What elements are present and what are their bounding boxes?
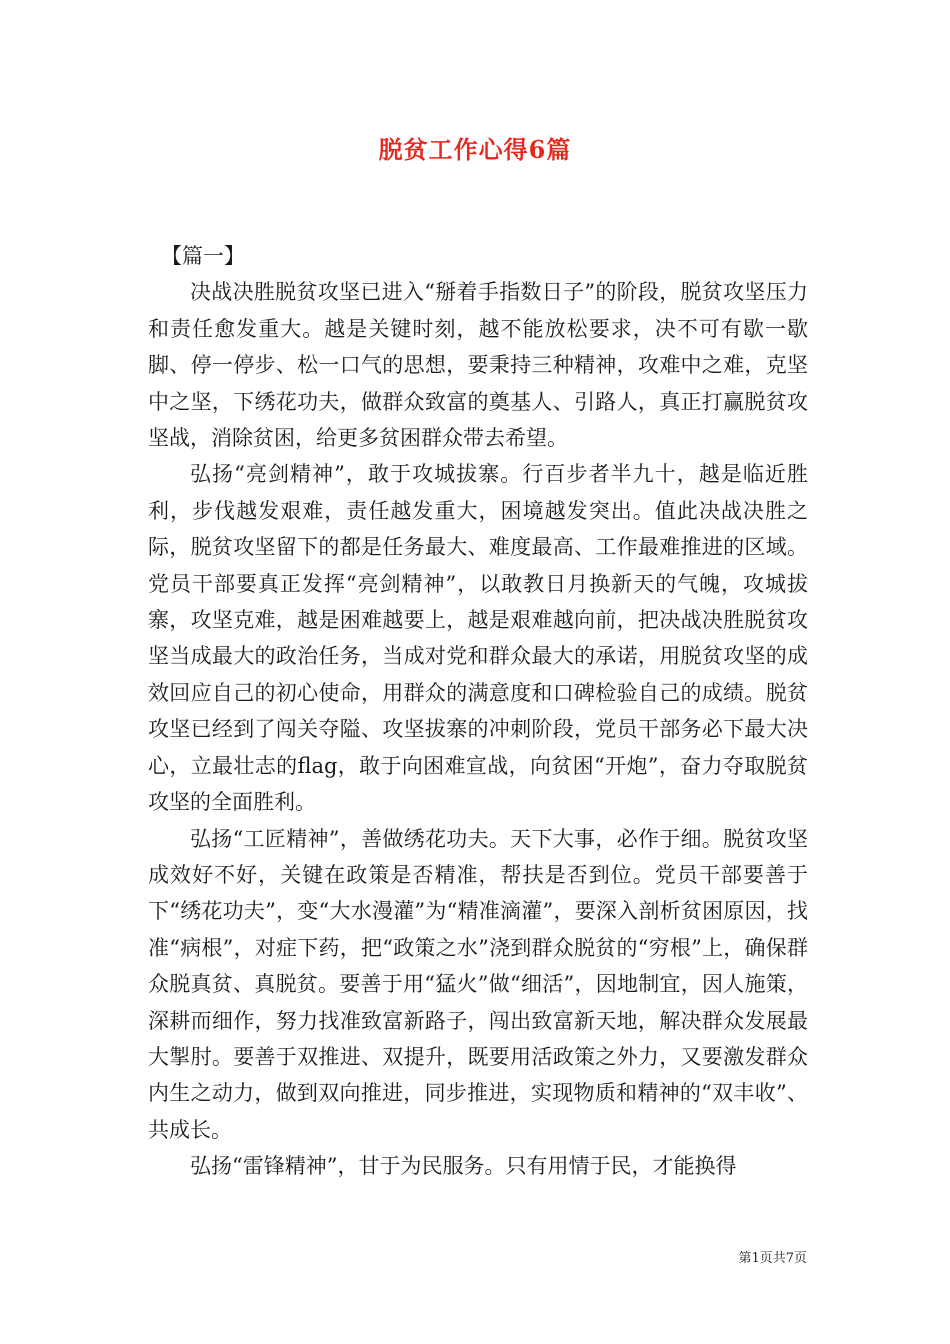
- page-number-indicator: 第1页共7页: [738, 1251, 807, 1266]
- document-title: 脱贫工作心得6篇: [378, 135, 572, 164]
- document-body: [148, 238, 808, 1185]
- paragraph-2: 弘扬“亮剑精神”，敢于攻城拔寨。行百步者半九十，越是临近胜利，步伐越发艰难，责任越发重大，困境越发突出。值此决战决胜之际，脱贫攻坚留下的都是任务最大、难度最高、工作最难推进的区域。党员干部要真正发挥“亮剑精神”，以敢教日月换新天的气魄，攻城拔寨，攻坚克难，越是困难越要上，越是艰难越向前，把决战决胜脱贫攻坚当成最大的政治任务，当成对党和群众最大的承诺，用脱贫攻坚的成效回应自己的初心使命，用群众的满意度和口碑检验自己的成绩。脱贫攻坚已经到了闯关夺隘、攻坚拔寨的冲刺阶段，党员干部务必下最大决心，立最壮志的flag，敢于向困难宣战，向贫困“开炮”，奋力夺取脱贫攻坚的全面胜利。: [148, 462, 808, 815]
- paragraph-3: 弘扬“工匠精神”，善做绣花功夫。天下大事，必作于细。脱贫攻坚成效好不好，关键在政策是否精准，帮扶是否到位。党员干部要善于下“绣花功夫”，变“大水漫灌”为“精准滴灌”，要深入剖析贫困原因，找准“病根”，对症下药，把“政策之水”浇到群众脱贫的“穷根”上，确保群众脱真贫、真脱贫。要善于用“猛火”做“细活”，因地制宜，因人施策，深耕而细作，努力找准致富新路子，闯出致富新天地，解决群众发展最大掣肘。要善于双推进、双提升，既要用活政策之外力，又要激发群众内生之动力，做到双向推进，同步推进，实现物质和精神的“双丰收”、共成长。: [148, 826, 808, 1142]
- paragraph-1: 决战决胜脱贫攻坚已进入“掰着手指数日子”的阶段，脱贫攻坚压力和责任愈发重大。越是关键时刻，越不能放松要求，决不可有歇一歇脚、停一停步、松一口气的思想，要秉持三种精神，攻难中之难，克坚中之坚，下绣花功夫，做群众致富的奠基人、引路人，真正打赢脱贫攻坚战，消除贫困，给更多贫困群众带去希望。: [148, 280, 808, 451]
- section-heading: 【篇一】: [161, 244, 245, 268]
- paragraph-4: 弘扬“雷锋精神”，甘于为民服务。只有用情于民，才能换得: [190, 1154, 737, 1179]
